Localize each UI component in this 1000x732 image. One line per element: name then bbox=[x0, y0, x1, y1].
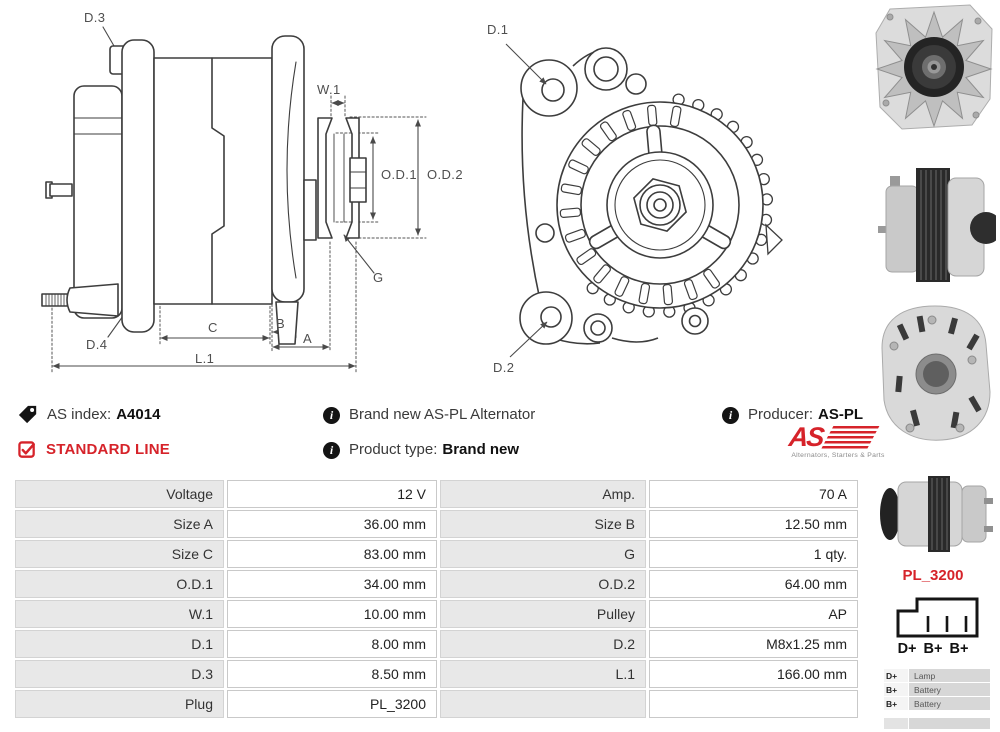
legend-row bbox=[884, 697, 990, 710]
plug-pin-labels bbox=[880, 641, 986, 657]
as-logo-text: AS bbox=[787, 422, 825, 452]
spec-label: W.1 bbox=[15, 600, 224, 628]
spec-label: Size A bbox=[15, 510, 224, 538]
description-text: Brand new AS-PL Alternator bbox=[349, 406, 536, 423]
info-icon: i bbox=[323, 442, 340, 459]
description-row bbox=[323, 404, 535, 426]
spec-value bbox=[649, 690, 858, 718]
dim-label-l1: L.1 bbox=[195, 351, 215, 366]
spec-value: 12 V bbox=[227, 480, 437, 508]
as-logo-tagline: Alternators, Starters & Parts bbox=[791, 452, 885, 459]
spec-value: 12.50 mm bbox=[649, 510, 858, 538]
spec-label: D.1 bbox=[15, 630, 224, 658]
spec-label: O.D.2 bbox=[440, 570, 646, 598]
pin-label: B+ bbox=[949, 641, 969, 657]
legend-row bbox=[884, 669, 990, 682]
dim-label-d3: D.3 bbox=[84, 10, 106, 25]
spec-label: Voltage bbox=[15, 480, 224, 508]
spec-value: AP bbox=[649, 600, 858, 628]
spec-label: D.3 bbox=[15, 660, 224, 688]
as-index-value: A4014 bbox=[116, 406, 161, 423]
checkbox-checked-icon bbox=[18, 441, 37, 460]
spec-label bbox=[440, 690, 646, 718]
standard-line-row bbox=[18, 439, 170, 461]
plug-legend bbox=[884, 669, 990, 730]
legend-row-empty bbox=[884, 718, 990, 729]
as-index-row bbox=[18, 404, 160, 426]
spec-value: 83.00 mm bbox=[227, 540, 437, 568]
spec-label: G bbox=[440, 540, 646, 568]
spec-value: 8.50 mm bbox=[227, 660, 437, 688]
as-index-label: AS index: bbox=[47, 406, 112, 423]
legend-desc: Lamp bbox=[909, 669, 990, 682]
dim-label-w1: W.1 bbox=[317, 82, 341, 97]
spec-value: 36.00 mm bbox=[227, 510, 437, 538]
dim-label-a: A bbox=[303, 331, 313, 346]
spec-value: 1 qty. bbox=[649, 540, 858, 568]
spec-value: 8.00 mm bbox=[227, 630, 437, 658]
spec-label: Size C bbox=[15, 540, 224, 568]
standard-line-label: STANDARD LINE bbox=[46, 441, 170, 458]
dim-label-g: G bbox=[373, 270, 384, 285]
dim-label-d2: D.2 bbox=[493, 360, 515, 375]
spec-table bbox=[15, 480, 858, 718]
plug-connector-diagram bbox=[893, 592, 983, 640]
spec-value: M8x1.25 mm bbox=[649, 630, 858, 658]
spec-label: Size B bbox=[440, 510, 646, 538]
dim-label-d4: D.4 bbox=[86, 337, 108, 352]
as-pl-logo bbox=[783, 424, 893, 464]
tag-icon bbox=[18, 405, 38, 425]
product-type-row bbox=[323, 439, 519, 461]
dim-label-od1: O.D.1 bbox=[381, 167, 417, 182]
spec-value: 70 A bbox=[649, 480, 858, 508]
product-type-value: Brand new bbox=[442, 441, 520, 458]
legend-pin: D+ bbox=[884, 669, 908, 682]
legend-pin: B+ bbox=[884, 683, 908, 696]
front-view-drawing bbox=[506, 44, 782, 357]
as-logo-stripes bbox=[821, 426, 880, 450]
pin-label: D+ bbox=[897, 641, 917, 657]
legend-desc: Battery bbox=[909, 683, 990, 696]
spec-value: PL_3200 bbox=[227, 690, 437, 718]
spec-value: 10.00 mm bbox=[227, 600, 437, 628]
legend-row bbox=[884, 683, 990, 696]
spec-value: 34.00 mm bbox=[227, 570, 437, 598]
dim-label-b: B bbox=[276, 316, 286, 331]
spec-label: Amp. bbox=[440, 480, 646, 508]
plug-code-label: PL_3200 bbox=[902, 567, 964, 584]
spec-label: Pulley bbox=[440, 600, 646, 628]
technical-drawings bbox=[0, 0, 860, 398]
side-view-drawing bbox=[42, 27, 426, 372]
spec-label: D.2 bbox=[440, 630, 646, 658]
product-photo-front[interactable] bbox=[872, 3, 998, 135]
producer-label: Producer: bbox=[748, 406, 814, 423]
info-icon: i bbox=[722, 407, 739, 424]
info-icon: i bbox=[323, 407, 340, 424]
product-type-label: Product type: bbox=[349, 441, 438, 458]
product-photo-side-1[interactable] bbox=[876, 140, 996, 298]
spec-label: L.1 bbox=[440, 660, 646, 688]
dim-label-c: C bbox=[208, 320, 218, 335]
dim-label-d1: D.1 bbox=[487, 22, 509, 37]
pin-label: B+ bbox=[923, 641, 943, 657]
product-photo-side-2[interactable] bbox=[876, 458, 996, 566]
legend-pin: B+ bbox=[884, 697, 908, 710]
spec-value: 166.00 mm bbox=[649, 660, 858, 688]
spec-label: O.D.1 bbox=[15, 570, 224, 598]
spec-label: Plug bbox=[15, 690, 224, 718]
spec-value: 64.00 mm bbox=[649, 570, 858, 598]
producer-value: AS-PL bbox=[818, 406, 864, 423]
dim-label-od2: O.D.2 bbox=[427, 167, 463, 182]
legend-desc: Battery bbox=[909, 697, 990, 710]
